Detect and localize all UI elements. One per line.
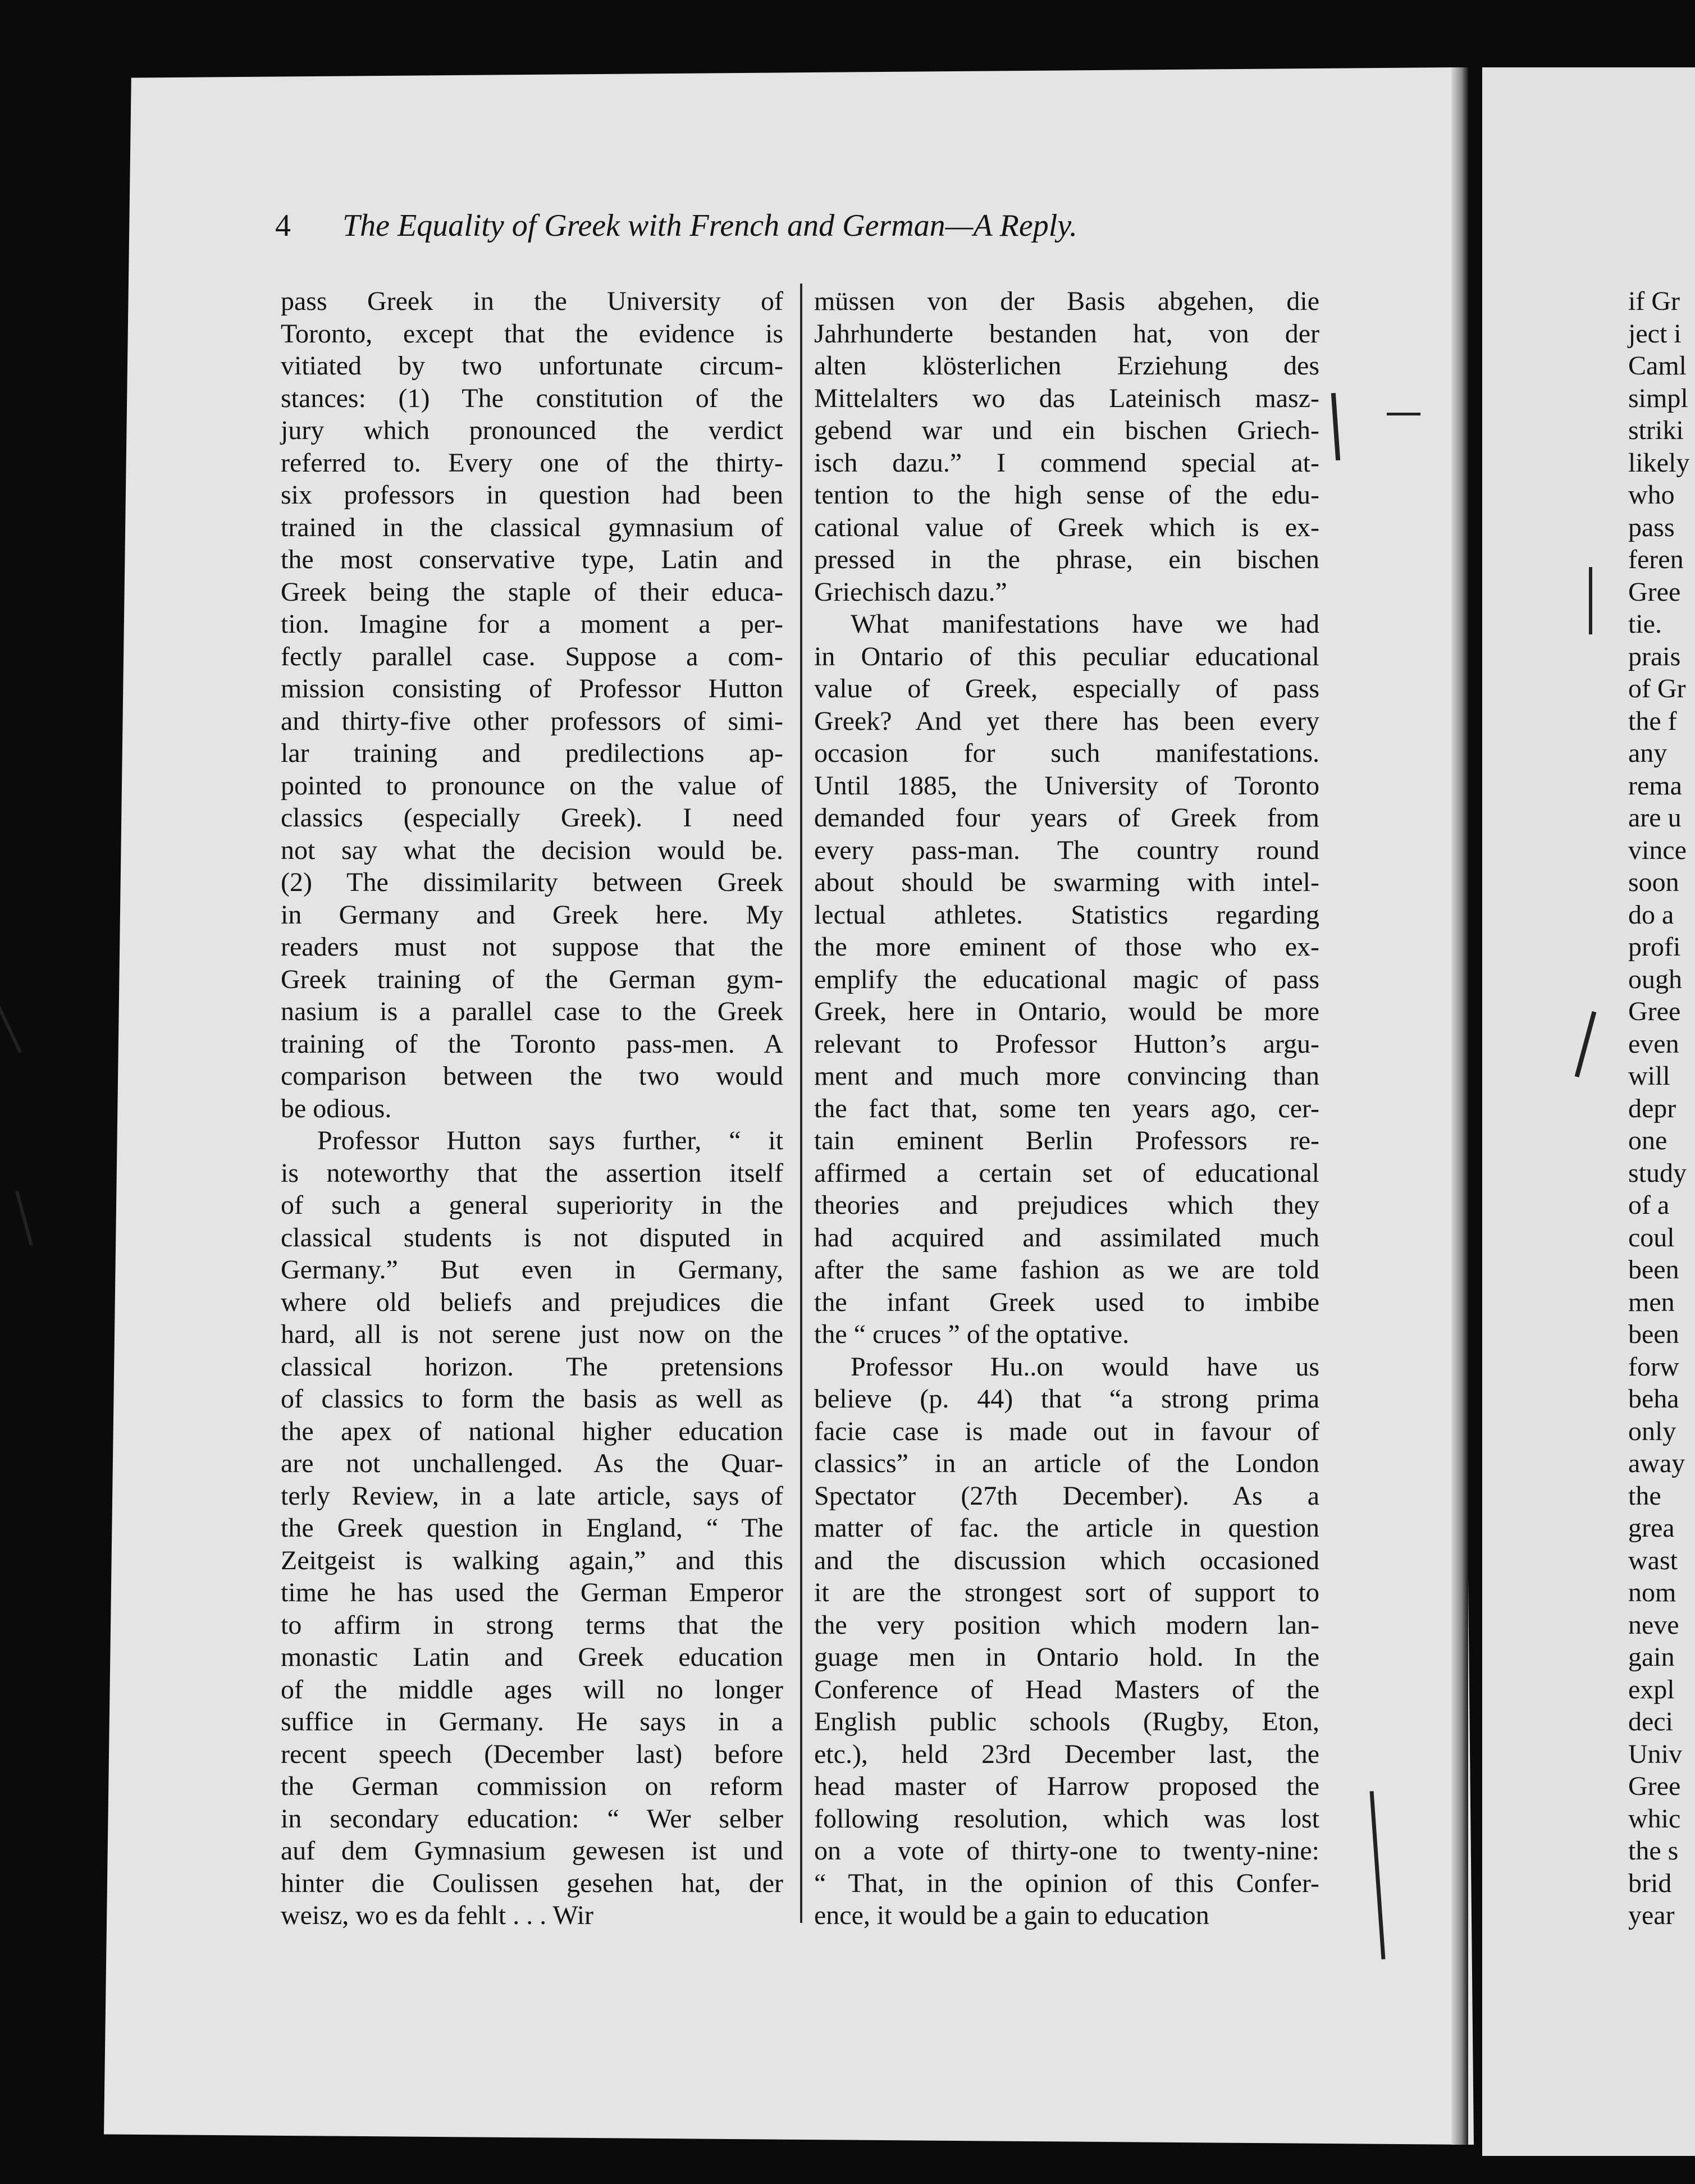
text-column-left bbox=[281, 285, 783, 1932]
text-line: gebend war und ein bischen Griech- bbox=[814, 415, 1319, 445]
right-page-line: any bbox=[1628, 738, 1667, 768]
text-line: value of Greek, especially of pass bbox=[814, 674, 1319, 703]
text-line: monastic Latin and Greek education bbox=[281, 1642, 783, 1672]
text-line: the “ cruces ” of the optative. bbox=[814, 1319, 1130, 1349]
text-line: nasium is a parallel case to the Greek bbox=[281, 997, 783, 1026]
text-line: of the middle ages will no longer bbox=[281, 1674, 783, 1705]
right-page-line: feren bbox=[1628, 545, 1684, 574]
text-line: terly Review, in a late article, says of bbox=[281, 1481, 783, 1511]
right-page-line: the bbox=[1628, 1481, 1661, 1511]
text-line: Greek, here in Ontario, would be more bbox=[814, 997, 1319, 1026]
right-page-line: Gree bbox=[1628, 997, 1681, 1026]
right-page-line: of Gr bbox=[1628, 674, 1686, 703]
text-line: pressed in the phrase, ein bischen bbox=[814, 545, 1319, 574]
right-page-line: grea bbox=[1628, 1513, 1675, 1543]
text-line: vitiated by two unfortunate circum- bbox=[281, 351, 783, 381]
text-line: the Greek question in England, “ The bbox=[281, 1513, 783, 1543]
text-line: referred to. Every one of the thirty- bbox=[281, 447, 783, 478]
page-gutter bbox=[1451, 67, 1468, 2145]
text-line: in Ontario of this peculiar educational bbox=[814, 641, 1319, 671]
text-line: comparison between the two would bbox=[281, 1061, 783, 1091]
text-line: to affirm in strong terms that the bbox=[281, 1610, 783, 1640]
text-line: cational value of Greek which is ex- bbox=[814, 512, 1319, 542]
text-line: lar training and predilections ap- bbox=[281, 738, 783, 768]
right-page-line: deci bbox=[1628, 1707, 1673, 1737]
right-page-line: coul bbox=[1628, 1222, 1675, 1253]
right-page-line: simpl bbox=[1628, 383, 1688, 413]
right-page-line: study bbox=[1628, 1158, 1687, 1188]
right-page-line: if Gr bbox=[1628, 286, 1680, 316]
text-line: six professors in question had been bbox=[281, 480, 783, 510]
text-line: Toronto, except that the evidence is bbox=[281, 318, 783, 349]
text-line: and thirty-five other professors of simi- bbox=[281, 706, 783, 736]
right-page-line: year bbox=[1628, 1900, 1675, 1930]
right-page-line: do a bbox=[1628, 899, 1674, 930]
text-line: “ That, in the opinion of this Confer- bbox=[814, 1868, 1319, 1898]
text-line: classical students is not disputed in bbox=[281, 1222, 783, 1253]
text-line: Conference of Head Masters of the bbox=[814, 1674, 1319, 1705]
text-line: every pass-man. The country round bbox=[814, 835, 1319, 865]
text-column-right bbox=[814, 285, 1319, 1932]
text-line: the fact that, some ten years ago, cer- bbox=[814, 1093, 1319, 1123]
text-line: the most conservative type, Latin and bbox=[281, 545, 783, 574]
text-line: Zeitgeist is walking again,” and this bbox=[281, 1545, 783, 1575]
text-line: matter of fac. the article in question bbox=[814, 1513, 1319, 1543]
text-line: (2) The dissimilarity between Greek bbox=[281, 867, 783, 897]
text-line: the German commission on reform bbox=[281, 1771, 783, 1801]
text-line: not say what the decision would be. bbox=[281, 835, 783, 865]
text-line: Greek? And yet there has been every bbox=[814, 706, 1319, 736]
text-line: and the discussion which occasioned bbox=[814, 1545, 1319, 1575]
text-line: relevant to Professor Hutton’s argu- bbox=[814, 1029, 1319, 1059]
right-page-line: even bbox=[1628, 1029, 1679, 1059]
text-line: is noteworthy that the assertion itself bbox=[281, 1158, 783, 1188]
right-page-line: tie. bbox=[1628, 609, 1662, 639]
edge-mark bbox=[0, 996, 22, 1053]
text-line: the more eminent of those who ex- bbox=[814, 932, 1319, 962]
right-page-line: wast bbox=[1628, 1545, 1678, 1575]
right-page-line: men bbox=[1628, 1287, 1675, 1317]
text-line: where old beliefs and prejudices die bbox=[281, 1287, 783, 1317]
pencil-mark bbox=[1589, 567, 1592, 634]
text-line: training of the Toronto pass-men. A bbox=[281, 1029, 783, 1059]
right-page-line: the s bbox=[1628, 1836, 1679, 1866]
right-page-line: expl bbox=[1628, 1674, 1675, 1705]
text-line: in secondary education: “ Wer selber bbox=[281, 1803, 783, 1834]
right-page-line: beha bbox=[1628, 1384, 1679, 1414]
text-line: What manifestations have we had bbox=[851, 609, 1319, 639]
right-page-line: neve bbox=[1628, 1610, 1679, 1640]
text-line: Greek being the staple of their educa- bbox=[281, 577, 783, 607]
right-page-line: rema bbox=[1628, 770, 1682, 801]
text-line: in Germany and Greek here. My bbox=[281, 899, 783, 930]
text-line: Greek training of the German gym- bbox=[281, 964, 783, 994]
text-line: head master of Harrow proposed the bbox=[814, 1771, 1319, 1801]
right-page-line: Gree bbox=[1628, 1771, 1681, 1801]
text-line: believe (p. 44) that “a strong prima bbox=[814, 1384, 1319, 1414]
right-page-line: pass bbox=[1628, 512, 1675, 542]
text-line: pass Greek in the University of bbox=[281, 286, 783, 316]
right-page-line: been bbox=[1628, 1255, 1679, 1285]
text-line: facie case is made out in favour of bbox=[814, 1416, 1319, 1446]
text-line: readers must not suppose that the bbox=[281, 932, 783, 962]
text-line: the apex of national higher education bbox=[281, 1416, 783, 1446]
text-line: demanded four years of Greek from bbox=[814, 803, 1319, 833]
text-line: Professor Hu..on would have us bbox=[851, 1351, 1319, 1382]
edge-mark bbox=[15, 1191, 33, 1246]
right-page-line: ough bbox=[1628, 964, 1682, 994]
right-page-line: will bbox=[1628, 1061, 1670, 1091]
right-page-line: only bbox=[1628, 1416, 1676, 1446]
text-line: ment and much more convincing than bbox=[814, 1061, 1319, 1091]
text-line: hinter die Coulissen gesehen hat, der bbox=[281, 1868, 783, 1898]
right-page-line: ject i bbox=[1628, 318, 1682, 349]
right-page-line: one bbox=[1628, 1126, 1667, 1155]
text-line: alten klösterlichen Erziehung des bbox=[814, 351, 1319, 381]
text-line: it are the strongest sort of support to bbox=[814, 1578, 1319, 1607]
right-page-line: away bbox=[1628, 1449, 1685, 1478]
text-line: hard, all is not serene just now on the bbox=[281, 1319, 783, 1349]
text-line: isch dazu.” I commend special at- bbox=[814, 447, 1319, 478]
text-line: Professor Hutton says further, “ it bbox=[317, 1126, 783, 1155]
text-line: stances: (1) The constitution of the bbox=[281, 383, 783, 413]
right-page-line: depr bbox=[1628, 1093, 1676, 1123]
right-page-line: striki bbox=[1628, 415, 1684, 445]
right-page-line: likely bbox=[1628, 447, 1690, 478]
text-line: on a vote of thirty-one to twenty-nine: bbox=[814, 1836, 1319, 1866]
page-header bbox=[275, 208, 1258, 244]
text-line: lectual athletes. Statistics regarding bbox=[814, 899, 1319, 930]
text-line: occasion for such manifestations. bbox=[814, 738, 1319, 768]
text-line: about should be swarming with intel- bbox=[814, 867, 1319, 897]
text-line: Griechisch dazu.” bbox=[814, 577, 1007, 607]
text-line: Jahrhunderte bestanden hat, von der bbox=[814, 318, 1319, 349]
right-page-line: gain bbox=[1628, 1642, 1675, 1672]
text-line: classics” in an article of the London bbox=[814, 1449, 1319, 1478]
right-page-line: soon bbox=[1628, 867, 1679, 897]
text-line: trained in the classical gymnasium of bbox=[281, 512, 783, 542]
text-line: tion. Imagine for a moment a per- bbox=[281, 609, 783, 639]
text-line: classical horizon. The pretensions bbox=[281, 1351, 783, 1382]
right-page-line: vince bbox=[1628, 835, 1687, 865]
right-page-line: Univ bbox=[1628, 1739, 1682, 1769]
pencil-mark bbox=[1387, 413, 1420, 415]
page-number: 4 bbox=[275, 208, 291, 243]
right-page-line: the f bbox=[1628, 706, 1677, 736]
text-line: had acquired and assimilated much bbox=[814, 1222, 1319, 1253]
right-page-line: Gree bbox=[1628, 577, 1681, 607]
right-page-line: brid bbox=[1628, 1868, 1672, 1898]
text-line: müssen von der Basis abgehen, die bbox=[814, 286, 1319, 316]
text-line: tention to the high sense of the edu- bbox=[814, 480, 1319, 510]
text-line: of classics to form the basis as well as bbox=[281, 1384, 783, 1414]
text-line: after the same fashion as we are told bbox=[814, 1255, 1319, 1285]
text-line: Germany.” But even in Germany, bbox=[281, 1255, 783, 1285]
text-line: ence, it would be a gain to education bbox=[814, 1900, 1209, 1930]
right-page-line: been bbox=[1628, 1319, 1679, 1349]
right-page-line: profi bbox=[1628, 932, 1681, 962]
text-line: classics (especially Greek). I need bbox=[281, 803, 783, 833]
text-line: Mittelalters wo das Lateinisch masz- bbox=[814, 383, 1319, 413]
text-line: the very position which modern lan- bbox=[814, 1610, 1319, 1640]
text-line: tain eminent Berlin Professors re- bbox=[814, 1126, 1319, 1155]
text-line: recent speech (December last) before bbox=[281, 1739, 783, 1769]
text-line: following resolution, which was lost bbox=[814, 1803, 1319, 1834]
text-line: Spectator (27th December). As a bbox=[814, 1481, 1319, 1511]
text-line: the infant Greek used to imbibe bbox=[814, 1287, 1319, 1317]
text-line: affirmed a certain set of educational bbox=[814, 1158, 1319, 1188]
text-line: emplify the educational magic of pass bbox=[814, 964, 1319, 994]
text-line: jury which pronounced the verdict bbox=[281, 415, 783, 445]
text-line: theories and prejudices which they bbox=[814, 1190, 1319, 1220]
text-line: pointed to pronounce on the value of bbox=[281, 770, 783, 801]
text-line: guage men in Ontario hold. In the bbox=[814, 1642, 1319, 1672]
right-page-line: whic bbox=[1628, 1803, 1681, 1834]
text-line: Until 1885, the University of Toronto bbox=[814, 770, 1319, 801]
column-rule bbox=[800, 284, 802, 1923]
text-line: auf dem Gymnasium gewesen ist und bbox=[281, 1836, 783, 1866]
text-line: of such a general superiority in the bbox=[281, 1190, 783, 1220]
text-line: are not unchallenged. As the Quar- bbox=[281, 1449, 783, 1478]
right-page-line: of a bbox=[1628, 1190, 1670, 1220]
text-line: etc.), held 23rd December last, the bbox=[814, 1739, 1319, 1769]
right-page-line: are u bbox=[1628, 803, 1682, 833]
text-line: suffice in Germany. He says in a bbox=[281, 1707, 783, 1737]
right-page-line: prais bbox=[1628, 641, 1681, 671]
text-line: be odious. bbox=[281, 1093, 392, 1123]
text-line: fectly parallel case. Suppose a com- bbox=[281, 641, 783, 671]
page-title: The Equality of Greek with French and German—A Reply. bbox=[342, 208, 1078, 243]
text-line: mission consisting of Professor Hutton bbox=[281, 674, 783, 703]
text-line: weisz, wo es da fehlt . . . Wir bbox=[281, 1900, 594, 1930]
text-line: time he has used the German Emperor bbox=[281, 1578, 783, 1607]
right-page-line: Caml bbox=[1628, 351, 1687, 381]
right-page-line: nom bbox=[1628, 1578, 1676, 1607]
right-page-line: forw bbox=[1628, 1351, 1679, 1382]
right-page-line: who bbox=[1628, 480, 1675, 510]
text-line: English public schools (Rugby, Eton, bbox=[814, 1707, 1319, 1737]
